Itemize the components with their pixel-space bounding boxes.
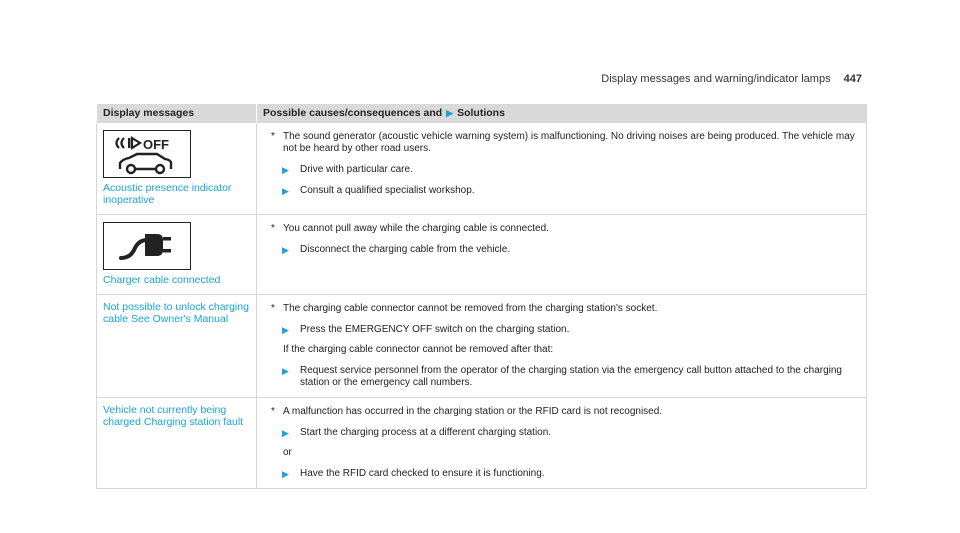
bullet-marker: * (271, 131, 275, 142)
action-item: ▶ Have the RFID card checked to ensure it is functioning. (282, 468, 545, 479)
table-row (97, 123, 867, 215)
cause-text: * The charging cable connector cannot be removed from the charging station's socket. (271, 303, 658, 314)
solution-cell (257, 123, 867, 215)
cause-text: * You cannot pull away while the charging cable is connected. (271, 223, 549, 234)
message-cell (97, 123, 257, 215)
table-header-row (97, 104, 867, 123)
page-header (601, 73, 862, 85)
solution-cell (257, 215, 867, 295)
acoustic-off-car-icon (103, 130, 191, 178)
action-arrow-icon: ▶ (282, 428, 289, 438)
message-cell (97, 215, 257, 295)
off-symbol-text: OFF (143, 137, 169, 152)
message-label: Acoustic presence indicator inoperative (103, 182, 232, 206)
action-item: ▶ Consult a qualified specialist workshop. (282, 185, 475, 196)
or-text: or (283, 447, 292, 458)
action-item: ▶ Drive with particular care. (282, 164, 413, 175)
message-label: Charger cable connected (103, 274, 221, 286)
column-header-causes-solutions (257, 104, 867, 123)
solution-cell (257, 295, 867, 398)
action-arrow-icon: ▶ (282, 245, 289, 255)
bullet-marker: * (271, 406, 275, 417)
action-item: ▶ Start the charging process at a different charging station. (282, 427, 552, 438)
message-cell (97, 398, 257, 489)
page-header-title: Display messages and warning/indicator lamps (601, 73, 831, 85)
solution-arrow-icon: ▶ (446, 108, 454, 118)
cause-text: * A malfunction has occurred in the charging station or the RFID card is not recognised. (271, 406, 663, 417)
table-row (97, 398, 867, 489)
action-arrow-icon: ▶ (282, 469, 289, 479)
message-label: Not possible to unlock charging cable See Owner's Manual (103, 301, 249, 325)
bullet-marker: * (271, 303, 275, 314)
bullet-marker: * (271, 223, 275, 234)
page-number: 447 (843, 73, 862, 85)
charging-plug-icon (103, 222, 191, 270)
table-row (97, 215, 867, 295)
note-text: If the charging cable connector cannot be removed after that: (283, 344, 554, 355)
cause-text: * The sound generator (acoustic vehicle warning system) is malfunctioning. No driving noises are being produced. The vehicle may not be heard by other road users. (271, 131, 855, 154)
message-cell (97, 295, 257, 398)
action-arrow-icon: ▶ (282, 325, 289, 335)
causes-header-label: Possible causes/consequences and (263, 107, 443, 119)
action-arrow-icon: ▶ (282, 366, 289, 376)
action-item: ▶ Disconnect the charging cable from the vehicle. (282, 244, 511, 255)
action-item: ▶ Press the EMERGENCY OFF switch on the charging station. (282, 324, 570, 335)
solutions-header-label: Solutions (457, 107, 505, 119)
display-messages-table (96, 104, 867, 489)
message-label: Vehicle not currently being charged Charging station fault (103, 404, 244, 428)
column-header-display-messages: Display messages (97, 104, 257, 123)
action-arrow-icon: ▶ (282, 165, 289, 175)
action-item: ▶ Request service personnel from the operator of the charging station via the emergency call button attached to the charging station or the emergency call numbers. (282, 365, 842, 388)
solution-cell (257, 398, 867, 489)
action-arrow-icon: ▶ (282, 186, 289, 196)
table-row (97, 295, 867, 398)
